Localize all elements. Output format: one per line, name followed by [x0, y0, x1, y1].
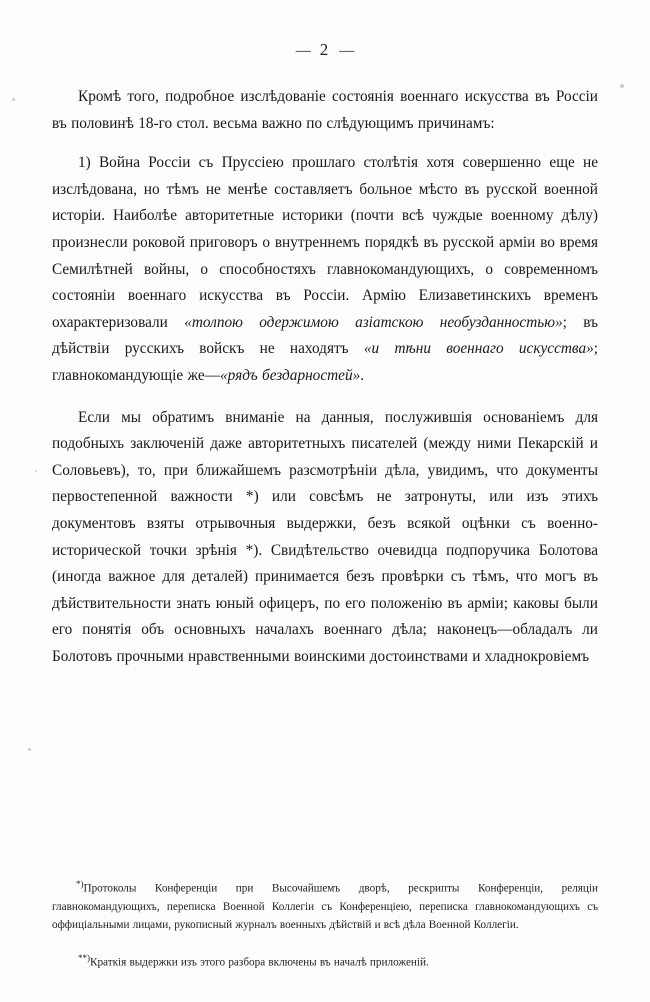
footnotes [52, 865, 598, 978]
footnote-second-marker: **) [78, 952, 90, 963]
scan-speck [620, 84, 624, 88]
footnote-second-text: Краткія выдержки изъ этого разбора включены въ началѣ приложеній. [90, 956, 429, 969]
quote-no-trace-of-art: «и тѣни военнаго искусства» [363, 340, 594, 358]
paragraph-sources-text: Если мы обратимъ вниманіе на данныя, послужившія основаніемъ для подобныхъ заключеній даже авторитетныхъ писателей (между ними Пекарскій и Соловьевъ), то, при ближайшемъ разсмотрѣніи дѣла, увидимъ, что документы первостепенной важности *) или совсѣмъ не затронуты, или изъ этихъ документовъ взяты отрывочныя выдержки, безъ всякой оцѣнки съ военно-исторической точки зрѣнія *). Свидѣтельство очевидца подпоручика Болотова (иногда важное для деталей) принимается безъ провѣрки съ тѣмъ, что могъ въ дѣйствительности знать юный офицеръ, по его положенію въ арміи; каковы были его понятія объ основныхъ началахъ военнаго дѣла; наконецъ—обладалъ ли Болотовъ прочными нравственными воинскими достоинствами и хладнокровіемъ [52, 408, 598, 665]
paragraph-point-one-mid-2: ; главнокомандующіе же— [52, 340, 598, 384]
paragraph-point-one-mid-1: ; въ дѣйствіи русскихъ войскъ не находятъ [52, 313, 599, 358]
page-number-dash-right: — [339, 43, 355, 59]
scan-speck [28, 748, 31, 751]
paragraph-point-one-lead: 1) Война Россіи съ Пруссіею прошлаго столѣтія хотя совершенно еще не изслѣдована, но тѣмъ не менѣе составляетъ больное мѣсто въ русской военной исторіи. Наиболѣе авторитетные историки (почти всѣ чуждые военному дѣлу) произнесли роковой приговоръ о внутреннемъ порядкѣ въ русской арміи во время Семилѣтней войны, о способностяхъ главнокомандующихъ, о современномъ состояніи военнаго искусства въ Россіи. Армію Елизаветинскихъ временъ охарактеризовали [52, 154, 598, 331]
footnote-second [52, 949, 598, 972]
page-number-dash-left: — [295, 43, 311, 59]
scan-speck [12, 98, 15, 101]
page-number-value: 2 [319, 40, 331, 59]
footnote-first [52, 875, 598, 935]
paragraph-intro-text: Кромѣ того, подробное изслѣдованіе состоянія военнаго искусства въ Россіи въ половинѣ 18-го стол. весьма важно по слѣдующимъ причинамъ: [52, 88, 598, 132]
scan-speck [35, 470, 37, 472]
paragraph-intro [52, 84, 598, 137]
paragraph-point-one-end: . [360, 366, 365, 384]
body-text [52, 84, 598, 670]
page-number [52, 0, 598, 60]
footnote-first-marker: *) [76, 878, 84, 889]
footnote-first-text: Протоколы Конференціи при Высочайшемъ дворѣ, рескрипты Конференціи, реляціи главнокомандующихъ, переписка Военной Коллегіи съ Конференціею, переписка главнокомандующихъ съ оффиціальными лицами, рукописный журналъ военныхъ дѣйствій и всѣ дѣла Военной Коллегіи. [52, 882, 598, 932]
paragraph-sources [52, 405, 598, 671]
paragraph-point-one [52, 150, 598, 389]
quote-row-of-mediocrities: «рядъ бездарностей» [220, 366, 361, 384]
quote-asiatic: «толпою одержимою азіатскою необузданностью» [184, 313, 563, 331]
